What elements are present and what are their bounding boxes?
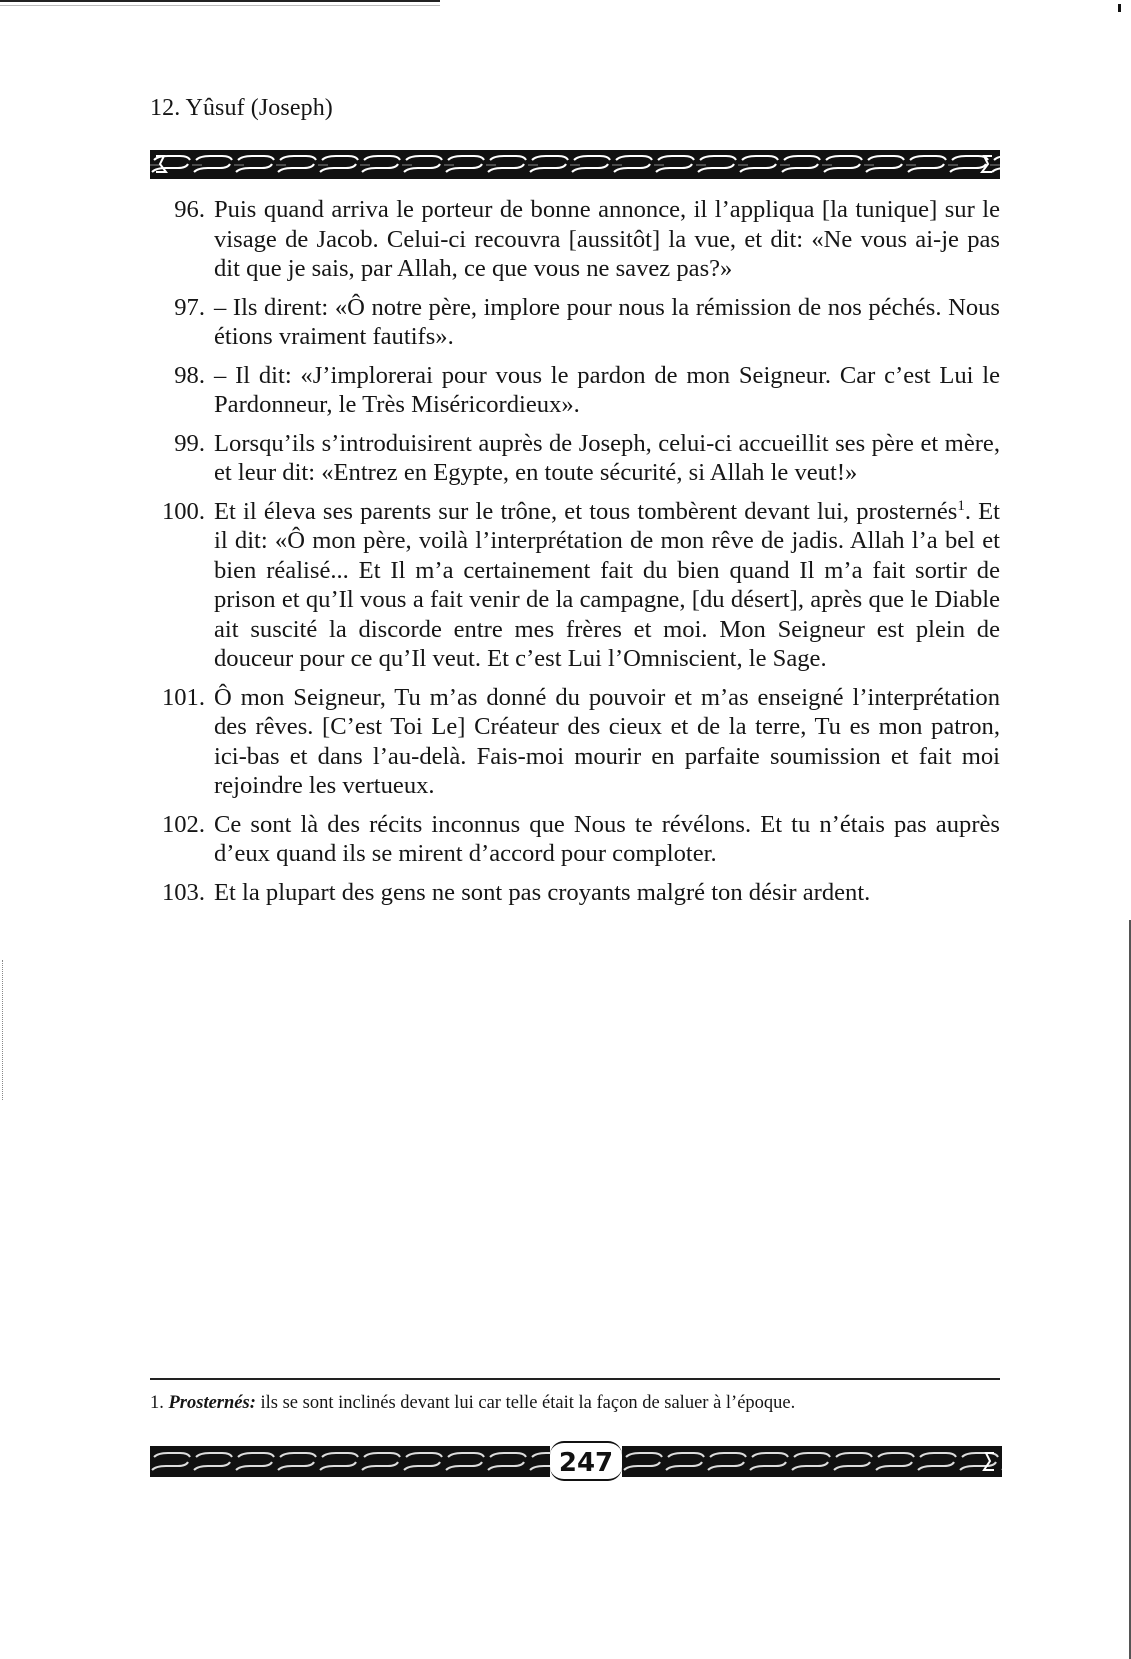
scan-artifact-line xyxy=(0,5,440,6)
verse-number: 99. xyxy=(174,429,205,457)
verse-number: 96. xyxy=(174,196,205,223)
verse-number: 103. xyxy=(161,878,205,906)
page-number: 247 xyxy=(550,1441,622,1481)
verse-text-part: . Et il dit: «Ô mon père, voilà l’interprétation de mon rêve de jadis. Allah l’a bel et bien réalisé... Et Il m’a certainement fait du bien quand Il m’a fait sortir de prison et qu’Il vous a fait venir de la campagne, [du désert], après que le Diable ait suscité la discorde entre mes frères et moi. Mon Seigneur est plein de douceur pour ce qu’Il veut. Et c’est Lui l’Omniscient, le Sage. xyxy=(214,497,1000,672)
verse-number: 101. xyxy=(161,683,205,711)
bottom-ornamental-border-left xyxy=(150,1446,550,1477)
verse-text: – Ils dirent: «Ô notre père, implore pour nous la rémission de nos péchés. Nous étions vraiment fautifs». xyxy=(214,293,1000,350)
verse-item xyxy=(150,497,1000,674)
verse-item xyxy=(150,878,1000,908)
verse-item xyxy=(150,293,1000,352)
verse-text: Lorsqu’ils s’introduisirent auprès de Joseph, celui-ci accueillit ses père et mère, et leur dit: «Entrez en Egypte, en toute sécurité, si Allah le veut!» xyxy=(214,429,1000,486)
footnote xyxy=(150,1393,1000,1414)
verse-text: – Il dit: «J’implorerai pour vous le pardon de mon Seigneur. Car c’est Lui le Pardonneur, le Très Miséricordieux». xyxy=(214,361,1000,418)
verse-text: Ô mon Seigneur, Tu m’as donné du pouvoir et m’as enseigné l’interprétation des rêves. [C’est Toi Le] Créateur des cieux et de la terre, Tu es mon patron, ici-bas et dans l’au-delà. Fais-moi mourir en parfaite soumission et fait moi rejoindre les vertueux. xyxy=(214,683,1000,799)
verse-number: 97. xyxy=(174,293,205,321)
scan-artifact-line xyxy=(0,0,440,2)
verse-text xyxy=(214,497,1000,674)
bottom-ornamental-border-right xyxy=(622,1446,1002,1477)
top-ornamental-border xyxy=(150,150,1000,179)
verse-item xyxy=(150,810,1000,869)
footnote-reference: 1 xyxy=(957,497,965,514)
verse-text: Puis quand arriva le porteur de bonne annonce, il l’appliqua [la tunique] sur le visage de Jacob. Celui-ci recouvra [aussitôt] la vue, et dit: «Ne vous ai-je pas dit que je sais, par Allah, ce que vous ne savez pas?» xyxy=(214,196,1000,282)
verse-item xyxy=(150,683,1000,801)
footnote-text: ils se sont inclinés devant lui car telle était la façon de saluer à l’époque. xyxy=(255,1393,796,1413)
verse-item xyxy=(150,195,1000,284)
footnote-number: 1. xyxy=(150,1393,164,1413)
verse-list xyxy=(150,195,1000,916)
verse-text: Ce sont là des récits inconnus que Nous te révélons. Et tu n’étais pas auprès d’eux quand ils se mirent d’accord pour comploter. xyxy=(214,810,1000,867)
verse-number: 102. xyxy=(161,810,205,838)
footnote-divider xyxy=(150,1378,1000,1380)
verse-text-part: Et il éleva ses parents sur le trône, et tous tombèrent devant lui, prosternés xyxy=(214,497,958,525)
verse-item xyxy=(150,361,1000,420)
verse-number: 100. xyxy=(161,497,205,525)
footnote-term: Prosternés: xyxy=(168,1393,256,1413)
page-header-title: 12. Yûsuf (Joseph) xyxy=(150,95,333,121)
verse-item xyxy=(150,429,1000,488)
verse-number: 98. xyxy=(174,361,205,389)
verse-text: Et la plupart des gens ne sont pas croyants malgré ton désir ardent. xyxy=(214,878,871,906)
scan-artifact-dots xyxy=(2,960,4,1100)
scan-artifact-mark xyxy=(1118,4,1121,12)
